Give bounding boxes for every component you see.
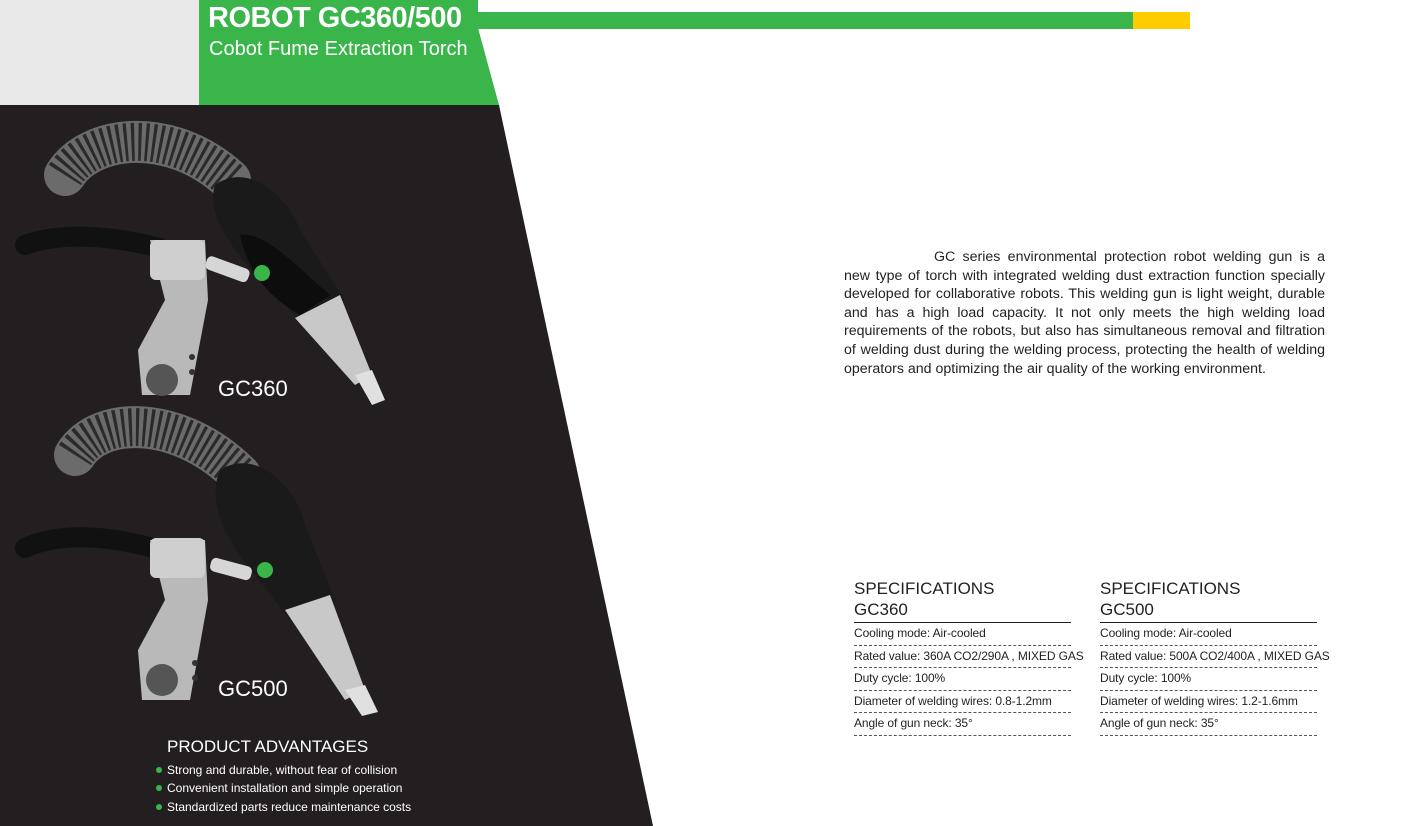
model-label-gc360: GC360: [218, 376, 288, 401]
spec-row: Angle of gun neck: 35°: [854, 713, 1071, 736]
spec-row: Cooling mode: Air-cooled: [854, 623, 1071, 646]
advantages-title: PRODUCT ADVANTAGES: [167, 737, 369, 756]
bullet-icon: [156, 804, 162, 810]
spec-title: SPECIFICATIONS: [1100, 579, 1241, 598]
advantage-item: [156, 800, 411, 814]
advantage-text: Standardized parts reduce maintenance costs: [167, 800, 412, 814]
advantage-text: Convenient installation and simple operation: [167, 781, 403, 795]
advantage-item: [156, 781, 402, 795]
spec-row: Rated value: 500A CO2/400A , MIXED GAS: [1100, 646, 1317, 669]
spec-table-gc500: [1100, 578, 1330, 736]
spec-title: SPECIFICATIONS: [854, 579, 995, 598]
spec-row: Duty cycle: 100%: [854, 668, 1071, 691]
page-title: ROBOT GC360/500: [208, 2, 462, 34]
spec-model: GC500: [1100, 600, 1154, 619]
advantage-text: Strong and durable, without fear of collision: [167, 763, 398, 777]
page-subtitle: Cobot Fume Extraction Torch: [209, 38, 468, 60]
spec-row: Diameter of welding wires: 1.2-1.6mm: [1100, 691, 1317, 714]
spec-row: Rated value: 360A CO2/290A , MIXED GAS: [854, 646, 1071, 669]
bullet-icon: [156, 767, 162, 773]
spec-table-gc360: [854, 578, 1084, 736]
spec-row: Diameter of welding wires: 0.8-1.2mm: [854, 691, 1071, 714]
product-description: GC series environmental protection robot welding gun is a new type of torch with integrated welding dust extraction function specially developed for collaborative robots. This welding gun is light weight, durable and has a high load capacity. It not only meets the high welding load requirements of the robots, but also has simultaneous removal and filtration of welding dust during the welding process, protecting the health of welding operators and optimizing the air quality of the working environment.: [844, 249, 1325, 377]
spec-row: Angle of gun neck: 35°: [1100, 713, 1317, 736]
advantage-item: [156, 763, 397, 777]
spec-model: GC360: [854, 600, 908, 619]
bullet-icon: [156, 785, 162, 791]
spec-row: Cooling mode: Air-cooled: [1100, 623, 1317, 646]
model-label-gc500: GC500: [218, 676, 288, 701]
spec-row: Duty cycle: 100%: [1100, 668, 1317, 691]
